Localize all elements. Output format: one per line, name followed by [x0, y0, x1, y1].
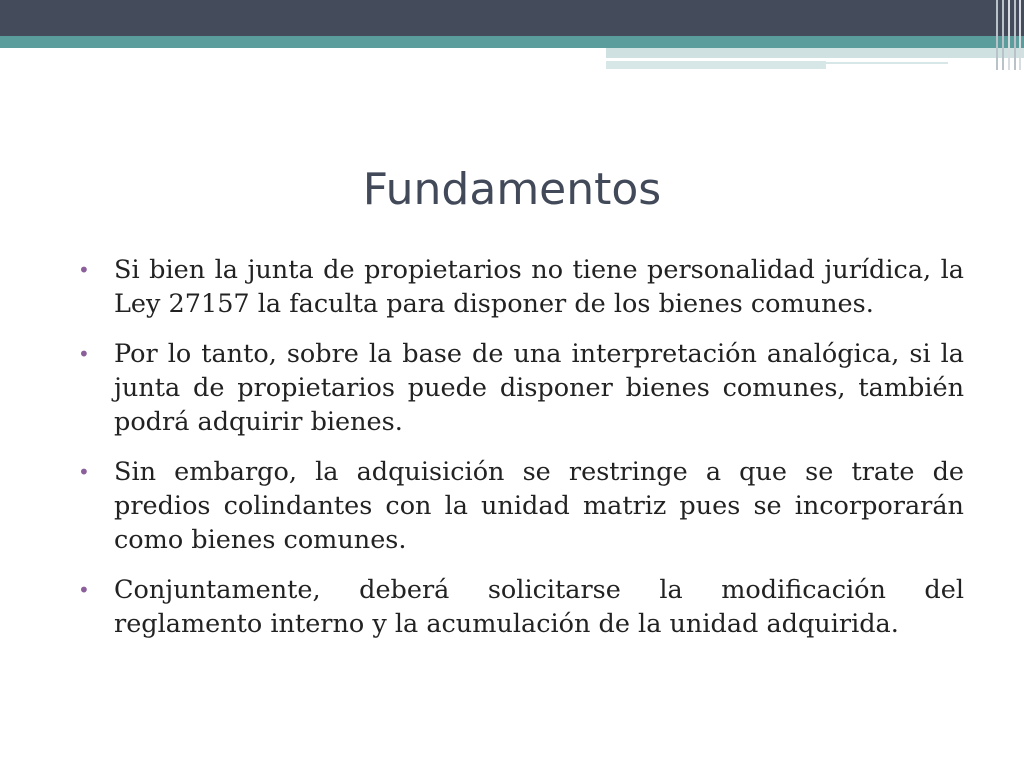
bullet-item — [78, 337, 964, 439]
bullet-text: Si bien la junta de propietarios no tiene personalidad jurídica, la Ley 27157 la faculta para disponer de los bienes comunes. — [114, 255, 964, 319]
header-band-line — [826, 62, 948, 64]
bullet-list — [78, 253, 964, 641]
bullet-item — [78, 253, 964, 321]
stripe — [1008, 0, 1010, 70]
bullet-text: Sin embargo, la adquisición se restringe a que se trate de predios colindantes con la unidad matriz pues se incorporarán como bienes comunes. — [114, 457, 964, 555]
bullet-text: Por lo tanto, sobre la base de una interpretación analógica, si la junta de propietarios puede disponer bienes comunes, también podrá adquirir bienes. — [114, 339, 964, 437]
bullet-item — [78, 455, 964, 557]
bullet-icon: • — [78, 578, 90, 602]
slide-body — [78, 253, 964, 657]
bullet-text: Conjuntamente, deberá solicitarse la modificación del reglamento interno y la acumulación de la unidad adquirida. — [114, 575, 964, 639]
header-band-light — [606, 48, 1024, 58]
stripe — [1014, 0, 1016, 70]
bullet-icon: • — [78, 460, 90, 484]
header-band-light-short — [606, 61, 826, 69]
stripe — [1019, 0, 1021, 70]
slide-title: Fundamentos — [362, 164, 662, 215]
bullet-item — [78, 573, 964, 641]
stripe — [1002, 0, 1004, 70]
header-stripes — [990, 0, 1024, 70]
header-band-dark — [0, 0, 1024, 36]
stripe — [996, 0, 998, 70]
bullet-icon: • — [78, 342, 90, 366]
bullet-icon: • — [78, 258, 90, 282]
header-band-teal — [0, 36, 1024, 48]
